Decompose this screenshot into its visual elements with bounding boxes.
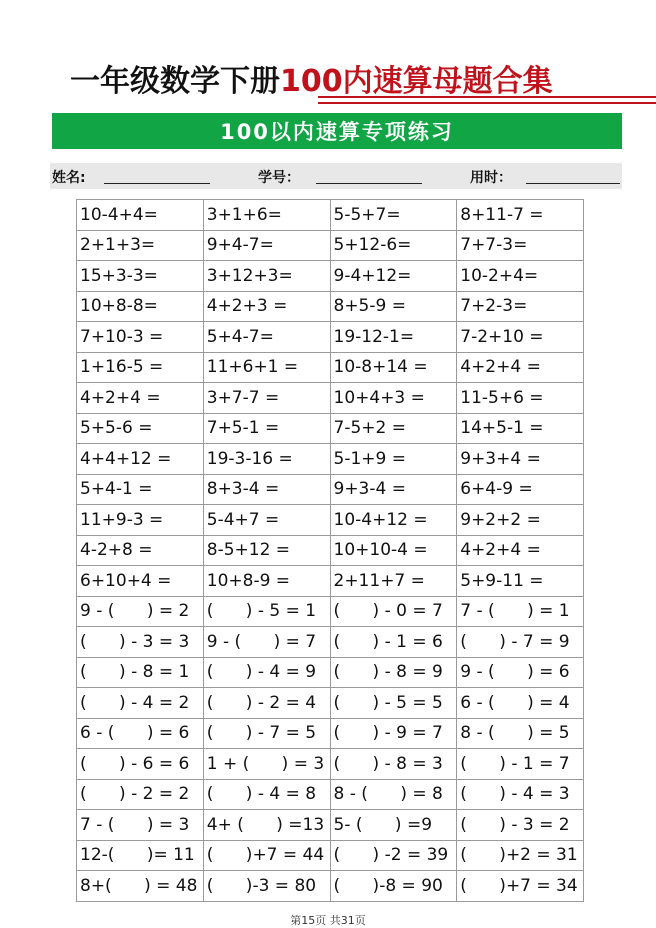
problem-cell: 2+1+3= <box>77 230 204 261</box>
title-text <box>70 56 630 100</box>
problem-cell: 7-2+10 = <box>457 322 584 353</box>
problem-cell: ( )+7 = 34 <box>457 871 584 902</box>
problem-cell: 4+2+4 = <box>77 383 204 414</box>
problem-cell: ( ) - 5 = 1 <box>203 596 330 627</box>
problem-cell: 10+10-4 = <box>330 535 457 566</box>
problem-cell: 7+10-3 = <box>77 322 204 353</box>
problem-cell: 10+4+3 = <box>330 383 457 414</box>
problem-cell: 8 - ( ) = 8 <box>330 779 457 810</box>
name-blank[interactable] <box>104 183 210 184</box>
problem-cell: 3+12+3= <box>203 261 330 292</box>
table-row <box>77 810 584 841</box>
problem-cell: 9 - ( ) = 6 <box>457 657 584 688</box>
table-row <box>77 840 584 871</box>
problem-cell: ( ) - 4 = 3 <box>457 779 584 810</box>
problem-cell: 2+11+7 = <box>330 566 457 597</box>
problem-cell: 5+4-7= <box>203 322 330 353</box>
problem-cell: 4+2+3 = <box>203 291 330 322</box>
problem-cell: 12-( )= 11 <box>77 840 204 871</box>
table-row <box>77 444 584 475</box>
table-row <box>77 505 584 536</box>
problem-cell: ( ) - 1 = 7 <box>457 749 584 780</box>
table-row <box>77 200 584 231</box>
problem-cell: 9+3-4 = <box>330 474 457 505</box>
problem-cell: ( )-3 = 80 <box>203 871 330 902</box>
problem-cell: 10-4+4= <box>77 200 204 231</box>
problem-cell: 7-5+2 = <box>330 413 457 444</box>
table-row <box>77 749 584 780</box>
problem-cell: 9 - ( ) = 7 <box>203 627 330 658</box>
table-row <box>77 383 584 414</box>
problem-cell: 6+4-9 = <box>457 474 584 505</box>
problem-cell: 4+ ( ) =13 <box>203 810 330 841</box>
problem-cell: 5+5-6 = <box>77 413 204 444</box>
problem-cell: 10-4+12 = <box>330 505 457 536</box>
problem-cell: 7+5-1 = <box>203 413 330 444</box>
problem-cell: 4-2+8 = <box>77 535 204 566</box>
time-blank[interactable] <box>526 183 620 184</box>
problem-cell: 9 - ( ) = 2 <box>77 596 204 627</box>
table-row <box>77 474 584 505</box>
name-label: 姓名: <box>52 170 86 186</box>
problem-cell: ( ) - 0 = 7 <box>330 596 457 627</box>
time-label: 用时： <box>470 170 512 186</box>
problem-cell: ( ) - 4 = 2 <box>77 688 204 719</box>
problem-cell: ( )-8 = 90 <box>330 871 457 902</box>
problem-cell: ( ) - 7 = 5 <box>203 718 330 749</box>
problem-cell: ( ) - 3 = 3 <box>77 627 204 658</box>
table-row <box>77 688 584 719</box>
table-row <box>77 627 584 658</box>
table-row <box>77 596 584 627</box>
problem-cell: ( )+7 = 44 <box>203 840 330 871</box>
title-part-red: 100内速算母题合集 <box>280 64 553 99</box>
problem-cell: 19-3-16 = <box>203 444 330 475</box>
problem-cell: 3+7-7 = <box>203 383 330 414</box>
problem-cell: 9+4-7= <box>203 230 330 261</box>
table-row <box>77 657 584 688</box>
problem-cell: 6 - ( ) = 6 <box>77 718 204 749</box>
problem-cell: 4+2+4 = <box>457 352 584 383</box>
problem-cell: 8 - ( ) = 5 <box>457 718 584 749</box>
problem-cell: ( ) - 8 = 3 <box>330 749 457 780</box>
table-row <box>77 230 584 261</box>
problem-cell: 10-8+14 = <box>330 352 457 383</box>
problem-cell: 9+3+4 = <box>457 444 584 475</box>
problem-cell: 1 + ( ) = 3 <box>203 749 330 780</box>
problem-cell: ( ) - 9 = 7 <box>330 718 457 749</box>
problem-cell: ( ) - 8 = 9 <box>330 657 457 688</box>
table-row <box>77 291 584 322</box>
problem-cell: 5- ( ) =9 <box>330 810 457 841</box>
problem-cell: 9-4+12= <box>330 261 457 292</box>
table-row <box>77 871 584 902</box>
problem-cell: 8+( ) = 48 <box>77 871 204 902</box>
problem-cell: 8+11-7 = <box>457 200 584 231</box>
problem-cell: 10+8-8= <box>77 291 204 322</box>
table-row <box>77 322 584 353</box>
problem-cell: 5-1+9 = <box>330 444 457 475</box>
problem-cell: 10-2+4= <box>457 261 584 292</box>
problem-cell: 5-4+7 = <box>203 505 330 536</box>
table-row <box>77 566 584 597</box>
problem-cell: ( ) - 7 = 9 <box>457 627 584 658</box>
problem-cell: 5+9-11 = <box>457 566 584 597</box>
problem-cell: ( ) - 8 = 1 <box>77 657 204 688</box>
table-row <box>77 352 584 383</box>
problem-cell: ( ) - 4 = 9 <box>203 657 330 688</box>
problem-cell: 4+2+4 = <box>457 535 584 566</box>
problem-cell: 11+9-3 = <box>77 505 204 536</box>
problem-cell: ( ) -2 = 39 <box>330 840 457 871</box>
problem-cell: ( )+2 = 31 <box>457 840 584 871</box>
problem-cell: 9+2+2 = <box>457 505 584 536</box>
problem-cell: 8+5-9 = <box>330 291 457 322</box>
problem-cell: 4+4+12 = <box>77 444 204 475</box>
table-row <box>77 261 584 292</box>
page-footer: 第15页 共31页 <box>290 914 366 927</box>
problem-cell: ( ) - 4 = 8 <box>203 779 330 810</box>
problem-cell: 3+1+6= <box>203 200 330 231</box>
problem-grid <box>76 199 584 902</box>
title-underline <box>318 96 656 104</box>
problem-cell: ( ) - 5 = 5 <box>330 688 457 719</box>
problem-cell: 5+12-6= <box>330 230 457 261</box>
section-banner: 100以内速算专项练习 <box>52 113 622 149</box>
problem-cell: 7 - ( ) = 1 <box>457 596 584 627</box>
problem-cell: ( ) - 3 = 2 <box>457 810 584 841</box>
problem-cell: 5-5+7= <box>330 200 457 231</box>
page-title <box>70 56 630 106</box>
problem-cell: ( ) - 6 = 6 <box>77 749 204 780</box>
student-info-bar <box>50 163 622 189</box>
title-part-black: 一年级数学下册 <box>70 64 280 99</box>
problem-cell: 8-5+12 = <box>203 535 330 566</box>
problem-cell: 1+16-5 = <box>77 352 204 383</box>
problem-cell: 10+8-9 = <box>203 566 330 597</box>
table-row <box>77 413 584 444</box>
problem-cell: 11+6+1 = <box>203 352 330 383</box>
problem-cell: 5+4-1 = <box>77 474 204 505</box>
problem-cell: ( ) - 1 = 6 <box>330 627 457 658</box>
problem-cell: 19-12-1= <box>330 322 457 353</box>
table-row <box>77 535 584 566</box>
problem-cell: 8+3-4 = <box>203 474 330 505</box>
table-row <box>77 779 584 810</box>
problem-cell: 7+2-3= <box>457 291 584 322</box>
problem-cell: ( ) - 2 = 4 <box>203 688 330 719</box>
problem-cell: 11-5+6 = <box>457 383 584 414</box>
table-row <box>77 718 584 749</box>
student-number-label: 学号： <box>258 170 300 186</box>
problem-cell: 6+10+4 = <box>77 566 204 597</box>
student-number-blank[interactable] <box>316 183 422 184</box>
problem-cell: 7 - ( ) = 3 <box>77 810 204 841</box>
problem-cell: 7+7-3= <box>457 230 584 261</box>
problem-cell: ( ) - 2 = 2 <box>77 779 204 810</box>
problem-cell: 14+5-1 = <box>457 413 584 444</box>
problem-cell: 6 - ( ) = 4 <box>457 688 584 719</box>
problem-cell: 15+3-3= <box>77 261 204 292</box>
